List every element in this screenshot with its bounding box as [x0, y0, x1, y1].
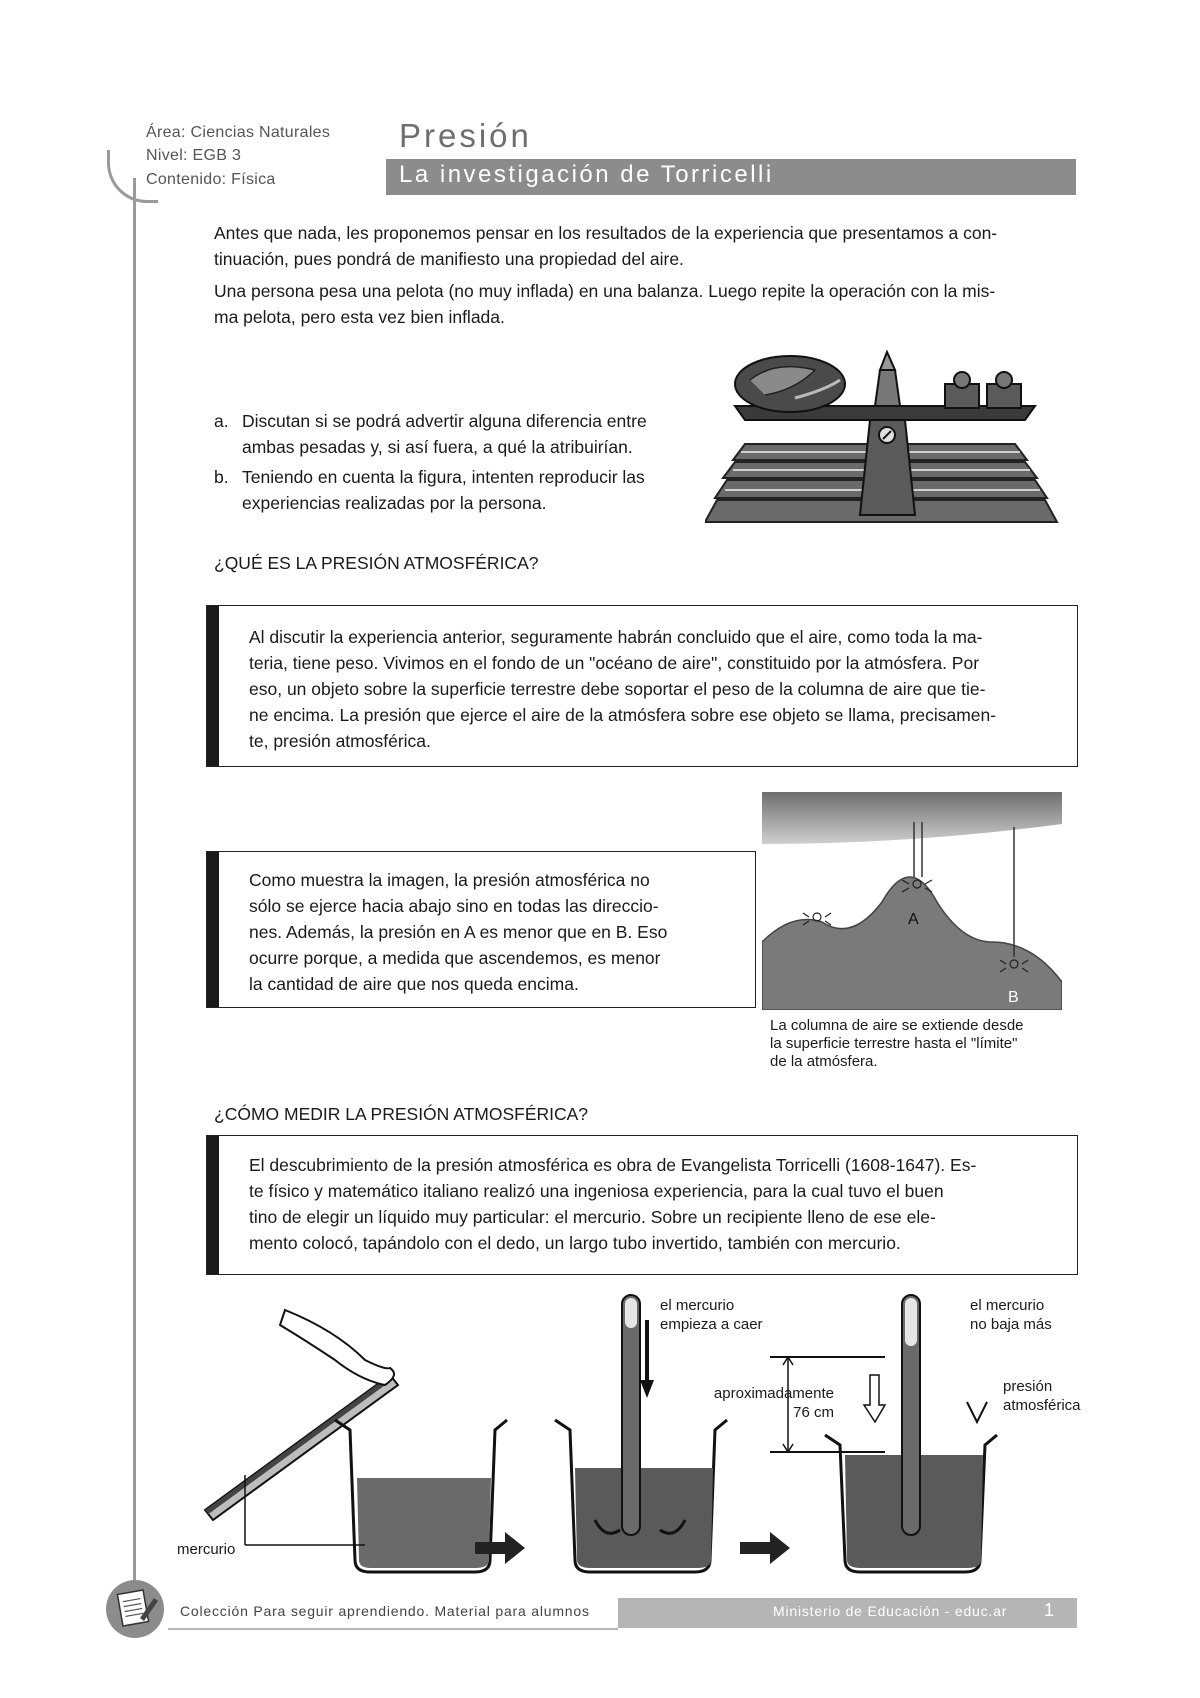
margin-line: [133, 178, 136, 1608]
info-box-2-text: Como muestra la imagen, la presión atmosférica no sólo se ejerce hacia abajo sino en todas las direccio- nes. Además, la presión en A es menor que en B. Eso ocurre porque, a medida que ascendemos, es menor la cantidad de aire que nos queda encima.: [249, 870, 668, 994]
label-a: A: [908, 911, 919, 928]
label-mercurio: mercurio: [177, 1541, 236, 1558]
box-accent-bar: [207, 852, 219, 1007]
torricelli-experiment-illustration: [185, 1290, 1085, 1580]
label-empieza-caer: el mercurio empieza a caer: [660, 1297, 763, 1333]
info-box-3-text: El descubrimiento de la presión atmosférica es obra de Evangelista Torricelli (1608-1647). Es- te físico y matemático italiano realizó una ingeniosa experiencia, para la cual tuvo el buen tino de elegir un líquido muy particular: el mercurio. Sobre un recipiente lleno de ese ele- mento colocó, tapándolo con el dedo, un largo tubo invertido, también con mercurio.: [249, 1155, 977, 1253]
collection-logo-icon: [104, 1578, 166, 1640]
question-b: b. Teniendo en cuenta la figura, intenten reproducir las experiencias realizadas por la persona.: [214, 467, 645, 513]
info-box-3: [206, 1135, 1078, 1275]
page-number: 1: [1044, 1600, 1055, 1620]
footer-ministry: Ministerio de Educación - educ.ar: [773, 1603, 1008, 1619]
label-b: B: [1008, 989, 1019, 1006]
balance-scale-illustration: [705, 340, 1065, 530]
label-presion-atmosferica: presión atmosférica: [1003, 1378, 1081, 1414]
label-aproximadamente: aproximadamente 76 cm: [713, 1385, 834, 1421]
header-area: Área: Ciencias Naturales: [146, 124, 331, 141]
info-box-1-text: Al discutir la experiencia anterior, seguramente habrán concluido que el aire, como toda la ma- teria, tiene peso. Vivimos en el fondo de un "océano de aire", constituido por la atmósfera. Por eso, un objeto sobre la superficie terrestre debe soportar el peso de la columna de aire que tie- ne encima. La presión que ejerce el aire de la atmósfera sobre ese objeto se llama, precisamen- te, presión atmosférica.: [249, 627, 997, 751]
info-box-1: [206, 605, 1078, 767]
section-heading-2: ¿CÓMO MEDIR LA PRESIÓN ATMOSFÉRICA?: [214, 1104, 589, 1124]
info-box-2: [206, 851, 756, 1008]
box-accent-bar: [207, 1136, 219, 1274]
label-no-baja: el mercurio no baja más: [970, 1297, 1052, 1333]
page-title: Presión: [399, 117, 532, 154]
page-subtitle: La investigación de Torricelli: [399, 161, 774, 188]
header-contenido: Contenido: Física: [146, 171, 276, 188]
question-a: a. Discutan si se podrá advertir alguna diferencia entre ambas pesadas y, si así fuera, a qué la atribuirían.: [214, 411, 647, 457]
footer-collection: Colección Para seguir aprendiendo. Material para alumnos: [180, 1603, 590, 1619]
atmosphere-pressure-illustration: [762, 792, 1062, 1010]
section-heading-1: ¿QUÉ ES LA PRESIÓN ATMOSFÉRICA?: [214, 553, 539, 573]
intro-paragraph-1: Antes que nada, les proponemos pensar en los resultados de la experiencia que presentamos a con- tinuación, pues pondrá de manifiesto una propiedad del aire.: [214, 223, 998, 269]
atmosphere-caption: La columna de aire se extiende desde la superficie terrestre hasta el "límite" de la atmósfera.: [770, 1017, 1024, 1070]
box-accent-bar: [207, 606, 219, 766]
header-nivel: Nivel: EGB 3: [146, 147, 242, 164]
intro-paragraph-2: Una persona pesa una pelota (no muy inflada) en una balanza. Luego repite la operación con la mis- ma pelota, pero esta vez bien inflada.: [214, 281, 996, 327]
